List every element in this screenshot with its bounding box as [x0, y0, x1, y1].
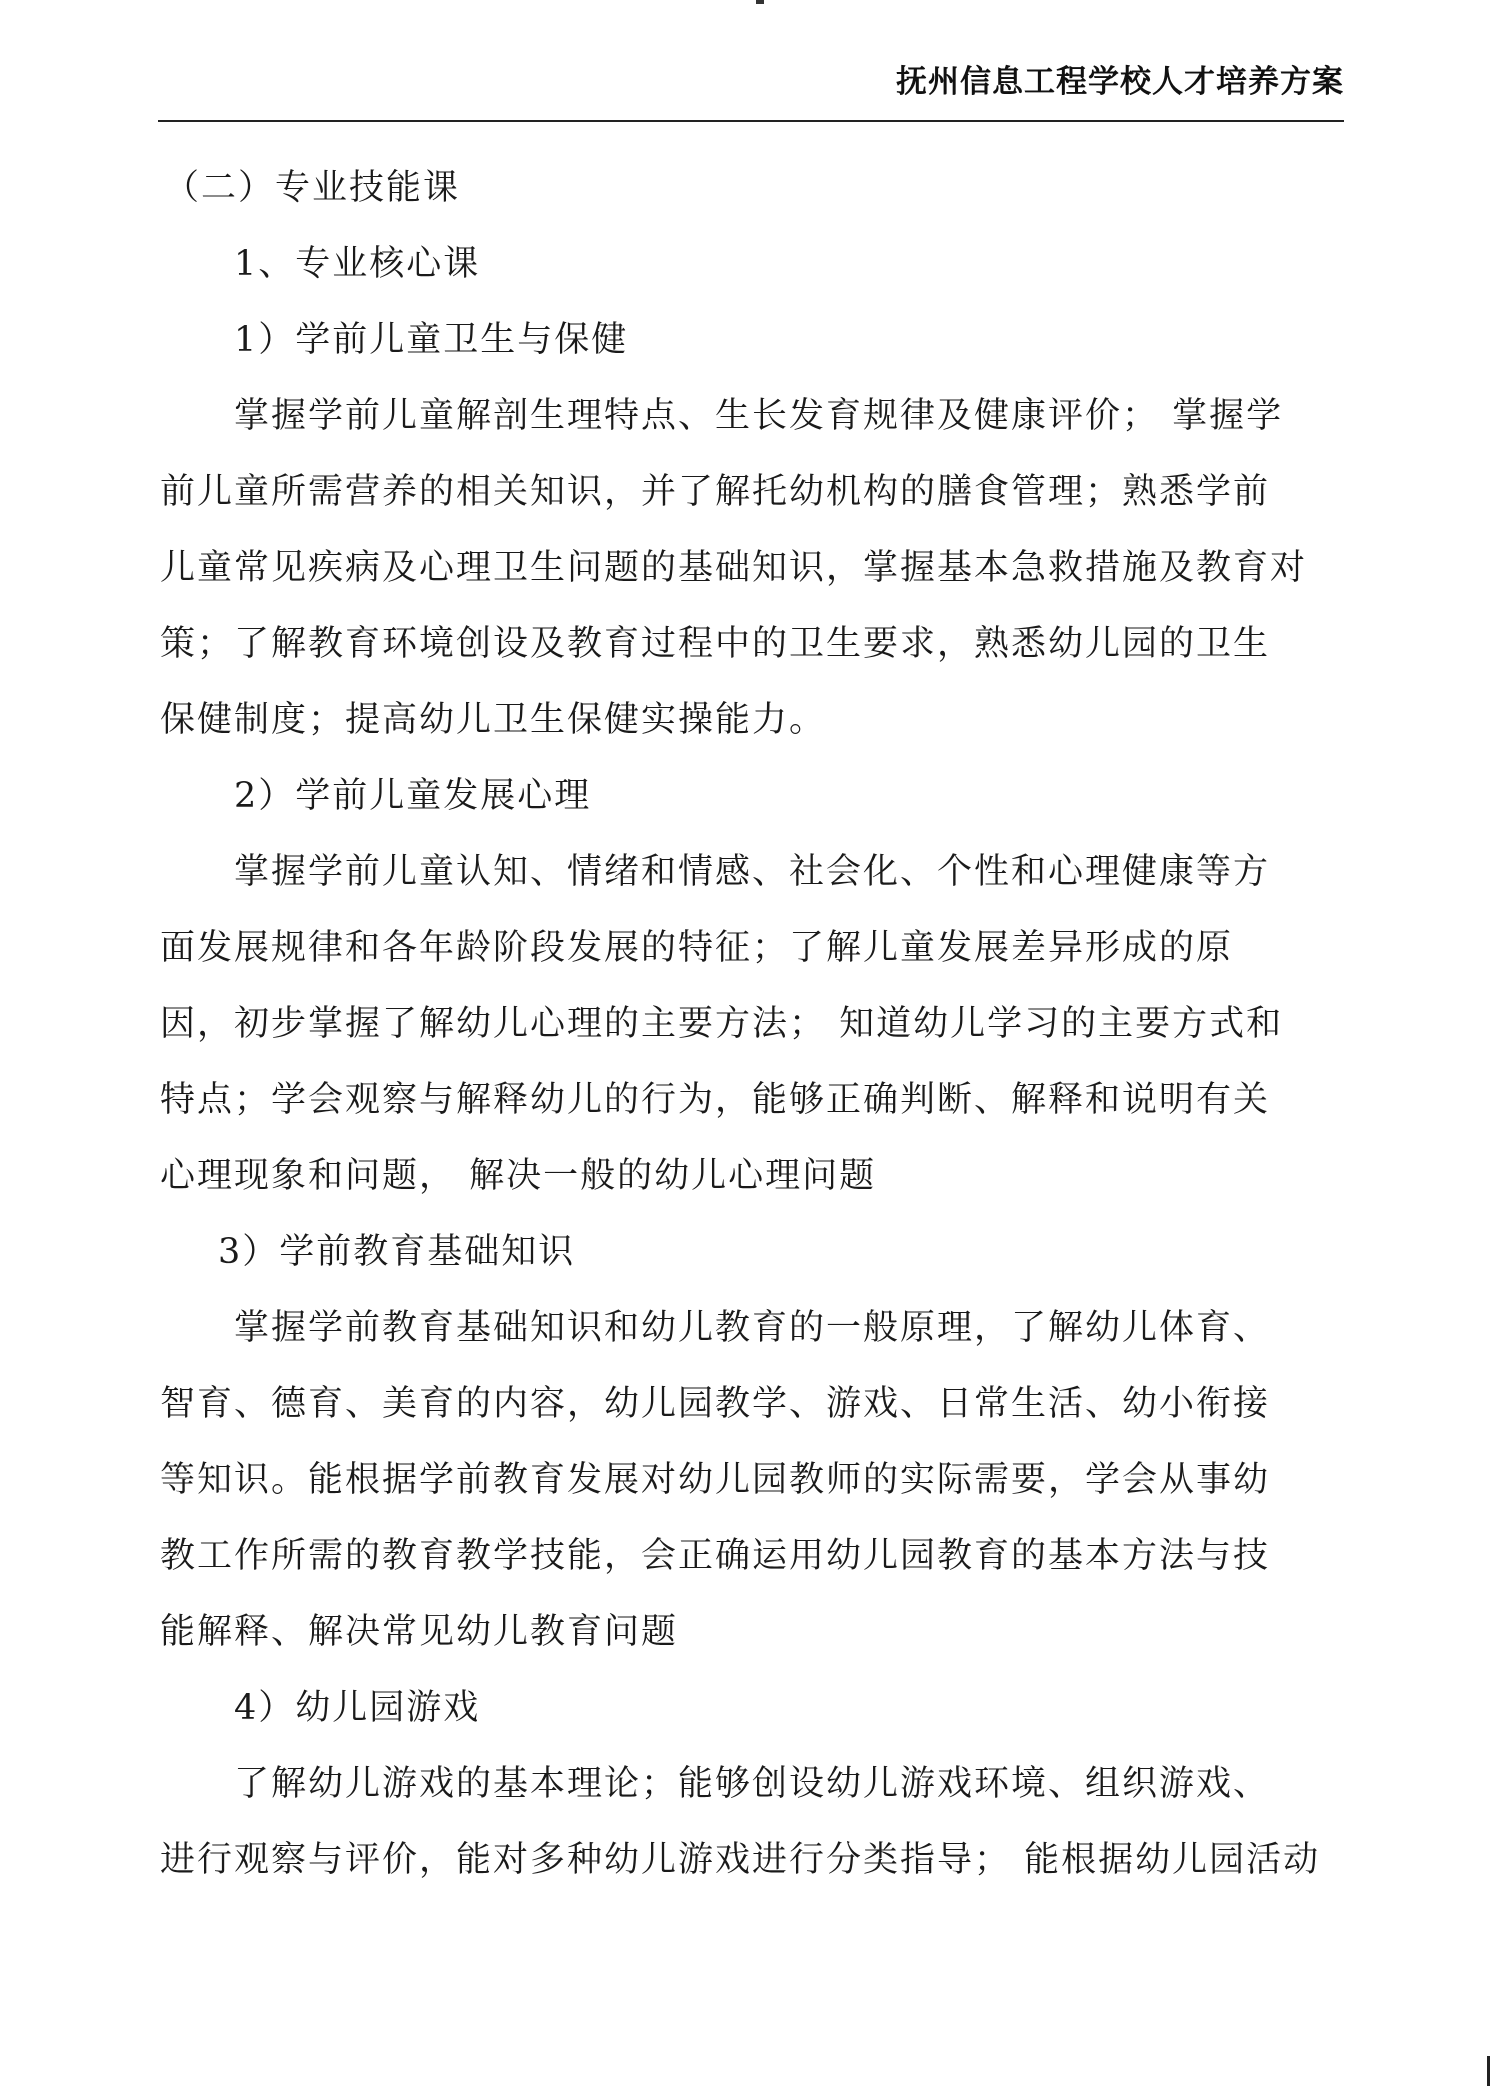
- body-text: [160, 150, 1350, 1898]
- header-rule: [158, 120, 1344, 122]
- course-1-text-line: 掌握学前儿童解剖生理特点、生长发育规律及健康评价； 掌握学: [234, 396, 1284, 436]
- corner-mark: [1487, 2056, 1490, 2086]
- course-3-text-line: 教工作所需的教育教学技能，会正确运用幼儿园教育的基本方法与技: [160, 1536, 1271, 1576]
- course-2-text-line: 因，初步掌握了解幼儿心理的主要方法； 知道幼儿学习的主要方式和: [160, 1004, 1284, 1044]
- course-1-text-line: 儿童常见疾病及心理卫生问题的基础知识，掌握基本急救措施及教育对: [160, 548, 1308, 588]
- course-3-text-line: 能解释、解决常见幼儿教育问题: [160, 1612, 679, 1652]
- course-2-text-line: 掌握学前儿童认知、情绪和情感、社会化、个性和心理健康等方: [234, 852, 1271, 892]
- course-2-text-line: 特点；学会观察与解释幼儿的行为，能够正确判断、解释和说明有关: [160, 1080, 1271, 1120]
- course-3-text-line: 智育、德育、美育的内容，幼儿园教学、游戏、日常生活、幼小衔接: [160, 1384, 1271, 1424]
- course-4-text-line: 进行观察与评价，能对多种幼儿游戏进行分类指导； 能根据幼儿园活动: [160, 1840, 1321, 1880]
- course-1-text-line: 保健制度；提高幼儿卫生保健实操能力。: [160, 700, 827, 740]
- header-title: 抚州信息工程学校人才培养方案: [896, 64, 1344, 100]
- course-heading-1: 1）学前儿童卫生与保健: [234, 320, 629, 360]
- section-heading: （二）专业技能课: [164, 168, 461, 208]
- course-heading-3: 3）学前教育基础知识: [218, 1232, 576, 1272]
- course-2-text-line: 心理现象和问题， 解决一般的幼儿心理问题: [160, 1156, 877, 1196]
- course-heading-2: 2）学前儿童发展心理: [234, 776, 592, 816]
- course-3-text-line: 等知识。能根据学前教育发展对幼儿园教师的实际需要，学会从事幼: [160, 1460, 1271, 1500]
- course-2-text-line: 面发展规律和各年龄阶段发展的特征；了解儿童发展差异形成的原: [160, 928, 1234, 968]
- course-4-text-line: 了解幼儿游戏的基本理论；能够创设幼儿游戏环境、组织游戏、: [234, 1764, 1271, 1804]
- course-1-text-line: 前儿童所需营养的相关知识，并了解托幼机构的膳食管理；熟悉学前: [160, 472, 1271, 512]
- course-1-text-line: 策；了解教育环境创设及教育过程中的卫生要求，熟悉幼儿园的卫生: [160, 624, 1271, 664]
- course-3-text-line: 掌握学前教育基础知识和幼儿教育的一般原理，了解幼儿体育、: [234, 1308, 1271, 1348]
- course-heading-4: 4）幼儿园游戏: [234, 1688, 481, 1728]
- top-edge-mark: [756, 0, 764, 4]
- subsection-heading: 1、专业核心课: [234, 244, 481, 284]
